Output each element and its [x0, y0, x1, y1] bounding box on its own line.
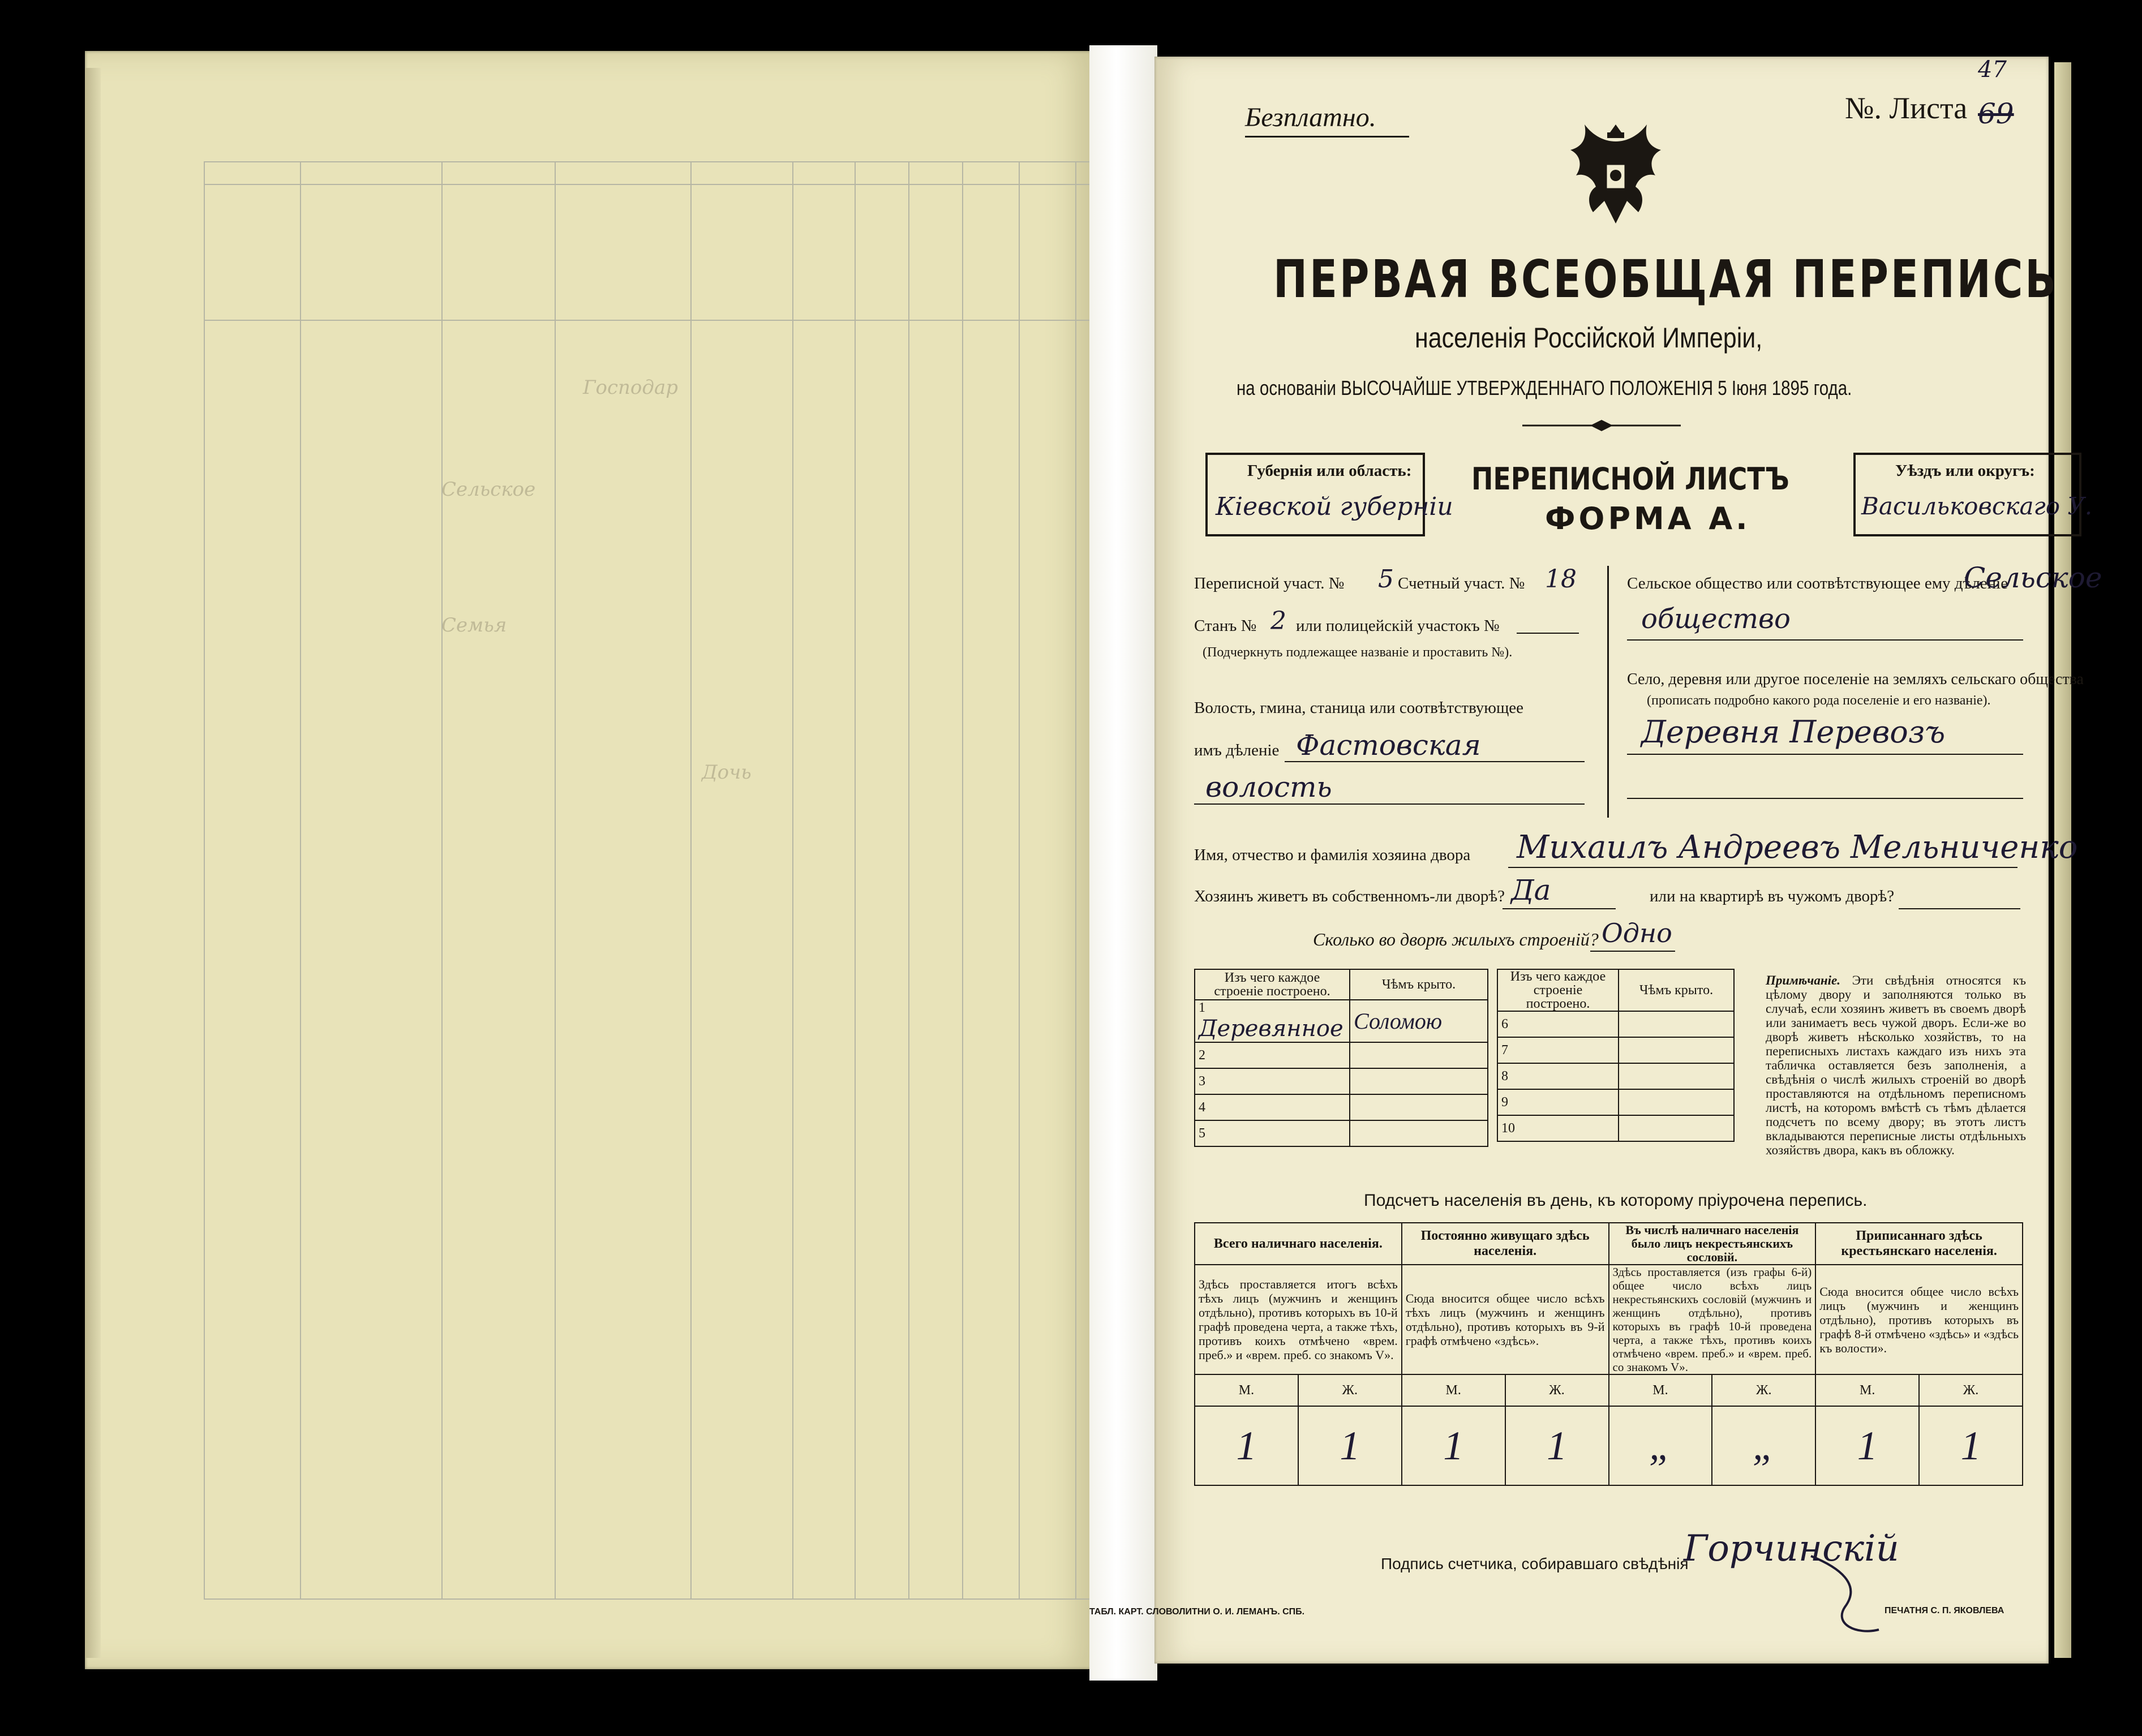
- count-1-m-label: М.: [1195, 1374, 1298, 1406]
- buildings-col-material-2: Изъ чего каждое строеніе построено.: [1497, 969, 1619, 1011]
- signature-flourish-icon: [1805, 1550, 1885, 1641]
- note-title: Примѣчаніе.: [1766, 973, 1840, 987]
- count-3-f-label: Ж.: [1712, 1374, 1815, 1406]
- society-line: [1627, 639, 2023, 641]
- census-title: ПЕРВАЯ ВСЕОБЩАЯ ПЕРЕПИСЬ: [1273, 249, 2058, 310]
- note-text: Эти свѣдѣнія относятся къ цѣлому двору и заполняются только въ случаѣ, если хозяинъ живетъ въ своемъ дворѣ или занимаетъ весь чужой дворъ. Если-же во дворѣ живетъ нѣсколько хозяйствъ, то на переписныхъ листахъ каждаго изъ нихъ эта табличка оставляется безъ заполненія, а свѣдѣнія о числѣ жилыхъ строеній во дворѣ проставляются на отдѣльномъ переписномъ листѣ, на которомъ вмѣстѣ съ тѣмъ дѣлается подсчетъ по всему двору; въ этотъ листъ вкладываются переписные листы отдѣльныхъ хозяйствъ двора, какъ въ обложку.: [1766, 973, 2026, 1157]
- free-label: Безплатно.: [1245, 102, 1376, 132]
- buildings-col-material: Изъ чего каждое строеніе построено.: [1195, 969, 1350, 1000]
- sheet-number-new: 47: [1978, 57, 2007, 83]
- count-4-f-value: 1: [1919, 1406, 2023, 1485]
- count-group-3-desc: Здѣсь проставляется (изъ графы 6-й) общее число всѣхъ лицъ некрестьянскихъ сословій (мужчинъ и женщинъ отдѣльно), противъ которыхъ въ графѣ 10-й проведена черта, а также тѣхъ, противъ коихъ отмѣчено «врем. преб.» и «врем. преб. со знакомъ V».: [1609, 1265, 1816, 1374]
- uezd-box: [1853, 453, 2093, 536]
- uezd-value: Васильковскаго У.: [1861, 492, 2093, 520]
- volost-line-2: [1194, 803, 1585, 805]
- volost-value-2: волость: [1205, 771, 1332, 803]
- police-value-line: [1517, 633, 1579, 634]
- count-2-f-label: Ж.: [1505, 1374, 1609, 1406]
- census-basis: на основаніи ВЫСОЧАЙШЕ УТВЕРЖДЕННАГО ПОЛОЖЕНІЯ 5 Іюня 1895 года.: [1237, 376, 1852, 399]
- underline-hint: (Подчеркнуть подлежащее названіе и проставить №).: [1203, 645, 1513, 660]
- note-block: [1766, 973, 2026, 1157]
- left-page: [85, 51, 1092, 1669]
- count-2-m-label: М.: [1402, 1374, 1505, 1406]
- census-form-page: [1089, 57, 2102, 1664]
- census-subtitle: населенія Россійской Имперіи,: [1415, 322, 1763, 354]
- census-book: [74, 45, 2102, 1681]
- schet-label: Счетный участ. №: [1398, 574, 1525, 592]
- buildings-label: Сколько во дворѣ жилыхъ строеній?: [1313, 929, 1599, 949]
- stan-label: Станъ №: [1194, 617, 1257, 635]
- building-1-material: Деревянное: [1199, 1016, 1343, 1042]
- volost-value: Фастовская: [1296, 729, 1481, 762]
- count-group-4-desc: Сюда вносится общее число всѣхъ лицъ (мужчинъ и женщинъ отдѣльно), противъ которыхъ въ графѣ 8-й отмѣчено «здѣсь» и «здѣсь къ волости».: [1815, 1265, 2023, 1374]
- gubernia-value: Кіевской губерніи: [1216, 492, 1453, 521]
- own-yard-label: Хозяинъ живетъ въ собственномъ-ли дворѣ?: [1194, 887, 1505, 905]
- village-label: Село, деревня или другое поселеніе на земляхъ сельскаго общества: [1627, 671, 2084, 688]
- count-group-1-title: Всего наличнаго населенія.: [1195, 1223, 1402, 1265]
- rent-label: или на квартирѣ въ чужомъ дворѣ?: [1650, 887, 1895, 905]
- count-4-f-label: Ж.: [1919, 1374, 2023, 1406]
- uchastok-label: Переписной участ. №: [1194, 574, 1345, 592]
- buildings-row-10: 10: [1497, 1115, 1619, 1141]
- buildings-row-3: 3: [1195, 1068, 1350, 1094]
- count-3-m-value: „: [1609, 1406, 1712, 1485]
- buildings-col-roof-2: Чѣмъ крыто.: [1619, 969, 1734, 1011]
- count-group-3-title: Въ числѣ наличнаго населенія было лицъ некрестьянскихъ сословій.: [1609, 1223, 1816, 1265]
- sheet-number-struck: 69: [1978, 97, 2014, 130]
- village-value: Деревня Перевозъ: [1641, 714, 1946, 750]
- count-heading: Подсчетъ населенія въ день, къ которому пріурочена перепись.: [1364, 1191, 1868, 1210]
- count-4-m-value: 1: [1815, 1406, 1919, 1485]
- society-value: Сельское: [1964, 561, 2102, 594]
- count-2-m-value: 1: [1402, 1406, 1505, 1485]
- buildings-row-8: 8: [1497, 1063, 1619, 1089]
- village-hint: (прописать подробно какого рода поселеніе и его названіе).: [1647, 693, 1991, 708]
- village-line-2: [1627, 798, 2023, 799]
- count-1-m-value: 1: [1195, 1406, 1298, 1485]
- schet-value: 18: [1545, 565, 1577, 594]
- village-line-1: [1627, 754, 2023, 755]
- buildings-row-6: 6: [1497, 1011, 1619, 1037]
- count-1-f-value: 1: [1298, 1406, 1402, 1485]
- imprint-left: ТАБЛ. КАРТ. СЛОВОЛИТНИ О. И. ЛЕМАНЪ. СПБ.: [1089, 1607, 1305, 1617]
- own-yard-line: [1503, 908, 1616, 909]
- left-page-faded-grid: Господар Сельское Семья Дочь: [204, 161, 1098, 1599]
- count-3-m-label: М.: [1609, 1374, 1712, 1406]
- buildings-row-4: 4: [1195, 1094, 1350, 1120]
- volost-line-1: [1285, 761, 1585, 762]
- count-1-f-label: Ж.: [1298, 1374, 1402, 1406]
- double-headed-eagle-icon: [1562, 119, 1669, 232]
- uchastok-value: 5: [1378, 565, 1394, 594]
- rent-line: [1899, 908, 2020, 909]
- buildings-row-2: 2: [1195, 1042, 1350, 1068]
- building-1-roof: Соломою: [1350, 1000, 1488, 1042]
- owner-value: Михаилъ Андреевъ Мельниченко: [1517, 829, 2078, 866]
- imprint-right: ПЕЧАТНЯ С. П. ЯКОВЛЕВА: [1885, 1606, 2004, 1615]
- population-count-table: [1194, 1222, 2023, 1486]
- count-group-2-desc: Сюда вносится общее число всѣхъ тѣхъ лицъ (мужчинъ и женщинъ отдѣльно), противъ которыхъ въ 9-й графѣ отмѣчено «здѣсь».: [1402, 1265, 1609, 1374]
- fields-divider: [1607, 566, 1609, 818]
- buildings-value: Одно: [1602, 918, 1672, 948]
- buildings-table-left: [1194, 969, 1488, 1147]
- buildings-row-7: 7: [1497, 1037, 1619, 1063]
- buildings-row-5: 5: [1195, 1120, 1350, 1146]
- buildings-line: [1590, 951, 1675, 952]
- book-spine: [1089, 45, 1157, 1681]
- buildings-table-right: [1497, 969, 1735, 1142]
- own-yard-value: Да: [1511, 874, 1551, 906]
- volost-label-2: имъ дѣленіе: [1194, 741, 1280, 759]
- sheet-number-label: №. Листа: [1845, 91, 1968, 125]
- left-page-edge: [85, 68, 101, 1658]
- signature-value: Горчинскій: [1684, 1528, 1899, 1570]
- owner-line: [1508, 867, 2017, 868]
- count-4-m-label: М.: [1815, 1374, 1919, 1406]
- count-2-f-value: 1: [1505, 1406, 1609, 1485]
- buildings-row-9: 9: [1497, 1089, 1619, 1115]
- society-value-2: общество: [1641, 603, 1791, 635]
- society-label: Сельское общество или соотвѣтствующее ему дѣленіе: [1627, 574, 2008, 592]
- gubernia-label: Губернія или область:: [1247, 462, 1412, 480]
- uezd-label: Уѣздъ или округъ:: [1895, 462, 2035, 480]
- count-3-f-value: „: [1712, 1406, 1815, 1485]
- count-group-1-desc: Здѣсь проставляется итогъ всѣхъ тѣхъ лицъ (мужчинъ и женщинъ отдѣльно), противъ которыхъ въ 10-й графѣ проведена черта, а также тѣхъ, противъ коихъ отмѣчено «врем. преб.» и «врем. преб. со знакомъ V».: [1195, 1265, 1402, 1374]
- form-title: ПЕРЕПИСНОЙ ЛИСТЪ: [1471, 461, 1789, 497]
- form-name: ФОРМА А.: [1545, 501, 1751, 536]
- ornament-divider-icon: [1522, 419, 1681, 432]
- count-group-4-title: Приписаннаго здѣсь крестьянскаго населенія.: [1815, 1223, 2023, 1265]
- gubernia-box: [1205, 453, 1453, 536]
- signature-label: Подпись счетчика, собиравшаго свѣдѣнія: [1381, 1555, 1689, 1572]
- volost-label: Волость, гмина, станица или соотвѣтствующее: [1194, 699, 1524, 717]
- free-label-underline: [1245, 136, 1409, 137]
- owner-label: Имя, отчество и фамилія хозяина двора: [1194, 846, 1471, 864]
- police-label: или полицейскій участокъ №: [1296, 617, 1500, 635]
- stan-value: 2: [1270, 607, 1286, 635]
- buildings-col-roof: Чѣмъ крыто.: [1350, 969, 1488, 1000]
- buildings-row-1: 1 Деревянное: [1195, 1000, 1350, 1042]
- count-group-2-title: Постоянно живущаго здѣсь населенія.: [1402, 1223, 1609, 1265]
